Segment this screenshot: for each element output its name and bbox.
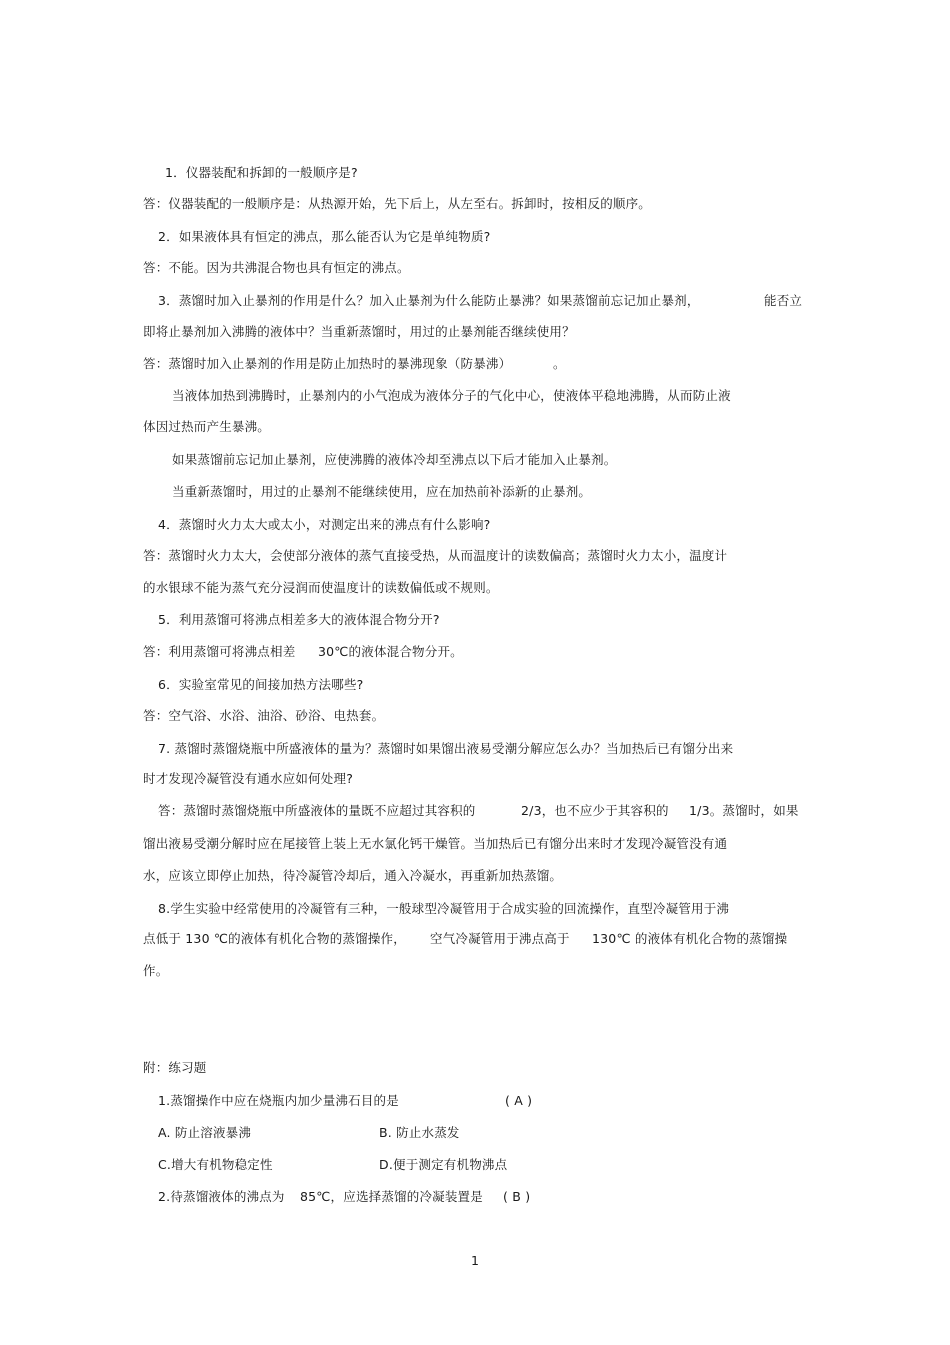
statement-8-line-3: 作。 [143, 963, 169, 978]
page-number: 1 [471, 1253, 479, 1268]
answer-5: 答：利用蒸馏可将沸点相差 [143, 644, 296, 659]
answer-7-line-3: 水，应该立即停止加热，待冷凝管冷却后，通入冷凝水，再重新加热蒸馏。 [143, 868, 563, 883]
answer-3-line-1: 答：蒸馏时加入止暴剂的作用是防止加热时的暴沸现象（防暴沸） [143, 356, 512, 371]
question-5: 5．利用蒸馏可将沸点相差多大的液体混合物分开? [158, 612, 440, 627]
answer-1: 答：仪器装配的一般顺序是：从热源开始，先下后上，从左至右。拆卸时，按相反的顺序。 [143, 196, 652, 211]
answer-4-line-2: 的水银球不能为蒸气充分浸润而使温度计的读数偏低或不规则。 [143, 580, 499, 595]
statement-8-line-2: 点低于 130 ℃的液体有机化合物的蒸馏操作， [143, 931, 406, 946]
exercise-1-option-b: B. 防止水蒸发 [379, 1125, 460, 1140]
answer-7-line-1: 答：蒸馏时蒸馏烧瓶中所盛液体的量既不应超过其容积的 [158, 803, 476, 818]
answer-4-line-1: 答：蒸馏时火力太大，会使部分液体的蒸气直接受热，从而温度计的读数偏高；蒸馏时火力太小，温度计 [143, 548, 728, 563]
statement-8-line-2-mid: 空气冷凝管用于沸点高于 [430, 931, 570, 946]
exercise-2-question: 2.待蒸馏液体的沸点为 [158, 1189, 285, 1204]
question-3-line-1: 3．蒸馏时加入止暴剂的作用是什么？加入止暴剂为什么能防止暴沸？如果蒸馏前忘记加止暴剂， [158, 293, 700, 308]
exercise-2-answer: ( B ) [503, 1189, 531, 1204]
question-7-line-2: 时才发现冷凝管没有通水应如何处理? [143, 771, 354, 786]
exercise-1-question: 1.蒸馏操作中应在烧瓶内加少量沸石目的是 [158, 1093, 399, 1108]
question-7-line-1: 7. 蒸馏时蒸馏烧瓶中所盛液体的量为？蒸馏时如果馏出液易受潮分解应怎么办？当加热后已有馏分出来 [158, 741, 734, 756]
question-2: 2．如果液体具有恒定的沸点，那么能否认为它是单纯物质? [158, 229, 491, 244]
exercises-heading: 附：练习题 [143, 1060, 207, 1075]
exercise-1-answer: ( A ) [505, 1093, 533, 1108]
answer-7-line-1-end: 1/3。蒸馏时，如果 [689, 803, 799, 818]
statement-8-line-1: 8.学生实验中经常使用的冷凝管有三种，一般球型冷凝管用于合成实验的回流操作，直型冷凝管用于沸 [158, 901, 730, 916]
question-3-line-1-end: 能否立 [764, 293, 803, 308]
answer-2: 答：不能。因为共沸混合物也具有恒定的沸点。 [143, 260, 410, 275]
question-6: 6．实验室常见的间接加热方法哪些? [158, 677, 364, 692]
answer-3-line-2: 当液体加热到沸腾时，止暴剂内的小气泡成为液体分子的气化中心，使液体平稳地沸腾，从而防止液 [172, 388, 731, 403]
answer-3-line-1-end: 。 [553, 356, 566, 371]
answer-6: 答：空气浴、水浴、油浴、砂浴、电热套。 [143, 708, 385, 723]
exercise-1-option-d: D.便于测定有机物沸点 [379, 1157, 508, 1172]
answer-3-line-5: 当重新蒸馏时，用过的止暴剂不能继续使用，应在加热前补添新的止暴剂。 [172, 484, 592, 499]
question-4: 4．蒸馏时火力太大或太小，对测定出来的沸点有什么影响? [158, 517, 491, 532]
statement-8-line-2-end: 130℃ 的液体有机化合物的蒸馏操 [592, 931, 788, 946]
answer-7-line-2: 馏出液易受潮分解时应在尾接管上装上无水氯化钙干燥管。当加热后已有馏分出来时才发现冷凝管没有通 [143, 836, 728, 851]
exercise-1-option-a: A. 防止溶液暴沸 [158, 1125, 252, 1140]
answer-3-line-4: 如果蒸馏前忘记加止暴剂，应使沸腾的液体冷却至沸点以下后才能加入止暴剂。 [172, 452, 617, 467]
exercise-2-question-end: 85℃，应选择蒸馏的冷凝装置是 [300, 1189, 483, 1204]
question-3-line-2: 即将止暴剂加入沸腾的液体中？当重新蒸馏时，用过的止暴剂能否继续使用？ [143, 324, 575, 339]
answer-5-end: 30℃的液体混合物分开。 [318, 644, 463, 659]
question-1: 1．仪器装配和拆卸的一般顺序是? [165, 165, 358, 180]
exercise-1-option-c: C.增大有机物稳定性 [158, 1157, 273, 1172]
answer-3-line-3: 体因过热而产生暴沸。 [143, 419, 271, 434]
answer-7-line-1-mid: 2/3，也不应少于其容积的 [521, 803, 669, 818]
